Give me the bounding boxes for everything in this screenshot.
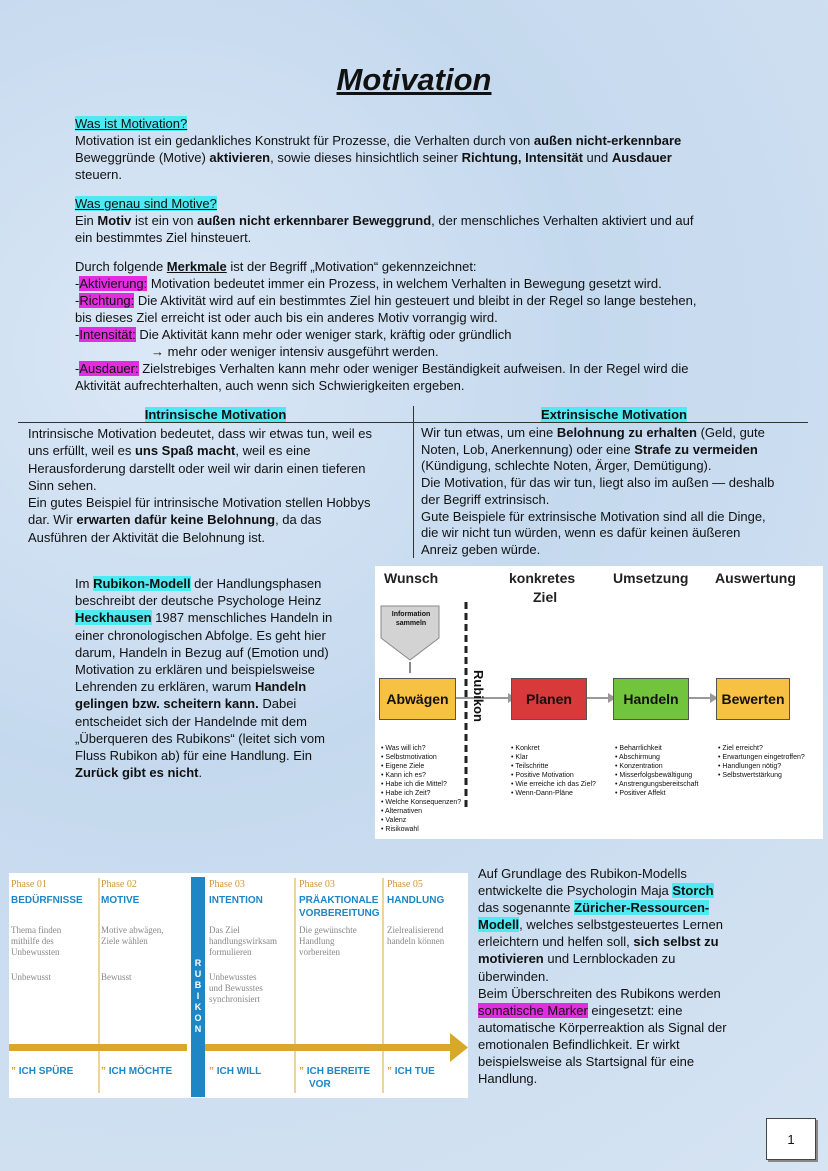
description-line: vorbereiten [299,947,340,957]
label-richtung: Richtung: [79,293,135,308]
heading-what-are-motives: Was genau sind Motive? [75,196,217,211]
quote-mark: ” [299,1066,307,1077]
bullet-item: • Risikowahl [381,825,461,834]
phase-state [101,972,189,983]
bullet-item: • Alternativen [381,807,461,816]
description-line: Die gewünschte [299,925,357,935]
state-line: Bewusst [101,972,132,982]
box-planen: Planen [511,678,587,720]
description-line: Motive abwägen, [101,925,164,935]
bullets-handeln [615,744,698,798]
bullet-item: • Positiver Affekt [615,789,698,798]
bullet-item: • Habe ich die Mittel? [381,780,461,789]
phase-head-wunsch: Wunsch [384,570,439,586]
phase-number: Phase 03 [299,879,335,890]
rubikon-description: Im Rubikon-Modell der Handlungsphasen beschreibt der deutsche Psychologe Heinz Heckhausen 1987 menschliches Handeln in einer chronologischen Abfolge. Es geht hier darum, Handeln in Bezug auf (Emotion und) Motivation zu erklären und beispielsweise Lehrenden zu erklären, warum Handeln gelingen bzw. scheitern kann. Dabei entscheidet sich der Handelnde mit dem „Überqueren des Rubikons“ (leitet sich vom Fluss Rubikon ab) für eine Handlung. Ein Zurück gibt es nicht. [75,576,333,781]
bullet-item: • Beharrlichkeit [615,744,698,753]
bullet-item: • Handlungen nötig? [718,762,805,771]
bullets-abwaegen [381,744,461,834]
phase-head-auswertung: Auswertung [715,570,796,586]
heading-what-is-motivation: Was ist Motivation? [75,116,188,131]
description-line: handlungswirksam [209,936,277,946]
quote-mark: ” [387,1066,395,1077]
phase-motto: ” ICH TUE [387,1066,435,1077]
phase-head-ziel: konkretes Ziel [509,570,576,605]
bullet-item: • Was will ich? [381,744,461,753]
phase-title: HANDLUNG [387,895,445,906]
phase-motto: ” ICH BEREITE VOR [299,1066,371,1090]
rubikon-letter: B [194,980,202,990]
bullet-item: • Wie erreiche ich das Ziel? [511,780,596,789]
section-what-are-motives: Was genau sind Motive? Ein Motiv ist ein von außen nicht erkennbarer Beweggrund, der menschliches Verhalten aktiviert und auf ein bestimmtes Ziel hinsteuert. [75,196,694,245]
quote-mark: ” [101,1066,109,1077]
bullet-item: • Misserfolgsbewältigung [615,771,698,780]
bullet-item: • Welche Konsequenzen? [381,798,461,807]
section-features: Durch folgende Merkmale ist der Begriff „Motivation“ gekennzeichnet: -Aktivierung: Motivation bedeutet immer ein Prozess, in welchem Verhalten in Bewegung gesetzt wird. -Richtung: Die Aktivität wird auf ein bestimmtes Ziel hin gesteuert und bleibt in der Regel so lange bestehen, bis dieses Ziel erreicht ist oder auch bis ein anderes Motiv vorrangig wird. -Intensität: Die Aktivität kann mehr oder weniger stark, kräftig oder gründlich → mehr oder weniger intensiv ausgeführt werden. -Ausdauer: Zielstrebiges Verhalten kann mehr oder weniger Beständigkeit aufweisen. In der Regel wird die Aktivität aufrechterhalten, auch wenn sich Schwierigkeiten ergeben. [75,259,697,393]
bullet-item: • Konzentration [615,762,698,771]
zrm-phases-figure [9,873,468,1098]
bullet-item: • Konkret [511,744,596,753]
phase-motto: ” ICH WILL [209,1066,262,1077]
phase-state [11,972,99,983]
state-line: Unbewusstes [209,972,257,982]
box-bewerten: Bewerten [716,678,790,720]
phase-motto: ” ICH SPÜRE [11,1066,74,1077]
phase-description [101,925,189,958]
phase-column [11,873,99,983]
table-divider-vertical [413,406,414,558]
bullet-item: • Valenz [381,816,461,825]
phase-number: Phase 03 [209,879,245,890]
phase-title: INTENTION [209,895,263,906]
phase-title: PRÄAKTIONALE VORBEREITUNG [299,895,380,919]
phase-description [387,925,475,958]
rubikon-letter: N [194,1024,202,1034]
bullet-item: • Klar [511,753,596,762]
page-number: 1 [766,1118,816,1160]
description-line: mithilfe des [11,936,54,946]
description-line: handeln können [387,936,445,946]
phase-title: BEDÜRFNISSE [11,895,83,906]
phase-column [209,873,297,1005]
box-handeln: Handeln [613,678,689,720]
table-cell-intrinsic: Intrinsische Motivation bedeutet, dass wir etwas tun, weil es uns erfüllt, weil es uns Spaß macht, weil es eine Herausforderung darstellt oder weil wir darin einen tieferen Sinn sehen. Ein gutes Beispiel für intrinsische Motivation stellen Hobbys dar. Wir erwarten dafür keine Belohnung, da das Ausführen der Aktivität die Belohnung ist. [28,426,372,545]
zrm-description: Auf Grundlage des Rubikon-Modells entwickelte die Psychologin Maja Storch das sogenannte Züricher-Ressourcen- Modell, welches selbstgesteuertes Lernen erleichtern und helfen soll, sich selbst zu motivieren und Lernblockaden zu überwinden. Beim Überschreiten des Rubikons werden somatische Marker eingesetzt: eine automatische Körperreaktion als Signal der emotionalen Befindlichkeit. Er wirkt beispielsweise als Startsignal für eine Handlung. [478,866,727,1087]
bullet-item: • Kann ich es? [381,771,461,780]
description-line: Ziele wählen [101,936,148,946]
state-line: Unbewusst [11,972,51,982]
quote-mark: ” [11,1066,19,1077]
arrow-band-right [205,1044,450,1051]
bullet-item: • Eigene Ziele [381,762,461,771]
phase-number: Phase 02 [101,879,137,890]
phase-state [209,972,297,1005]
phase-column [387,873,475,972]
label-ausdauer: Ausdauer: [79,361,139,376]
bullet-item: • Anstrengungsbereitschaft [615,780,698,789]
quote-mark: ” [209,1066,217,1077]
bullet-item: • Ziel erreicht? [718,744,805,753]
arrow-band-head [450,1033,468,1062]
rubikon-model-figure [375,566,823,839]
description-line: Zielrealisierend [387,925,444,935]
rubikon-letter: U [194,969,202,979]
bullet-item: • Wenn-Dann-Pläne [511,789,596,798]
label-intensitaet: Intensität: [79,327,136,342]
bullets-bewerten [718,744,805,780]
phase-description [209,925,297,958]
box-abwaegen: Abwägen [379,678,456,720]
phase-title: MOTIVE [101,895,140,906]
bullet-item: • Positive Motivation [511,771,596,780]
rubikon-ribbon-label [192,958,204,1035]
state-line: synchronisiert [209,994,260,1004]
phase-description [11,925,99,958]
page-title: Motivation [336,62,492,97]
label-aktivierung: Aktivierung: [79,276,148,291]
rubikon-letter: K [194,1002,202,1012]
phase-description [299,925,387,958]
description-line: formulieren [209,947,252,957]
rubikon-letter: O [194,1013,202,1023]
description-line: Thema finden [11,925,62,935]
phase-number: Phase 01 [11,879,47,890]
rubikon-letter: I [196,991,200,1001]
info-label: Information sammeln [391,611,431,627]
bullet-item: • Selbstwertstärkung [718,771,805,780]
phase-column [101,873,189,983]
bullet-item: • Habe ich Zeit? [381,789,461,798]
phase-motto: ” ICH MÖCHTE [101,1066,173,1077]
section-what-is-motivation: Was ist Motivation? Motivation ist ein gedankliches Konstrukt für Prozesse, die Verhalten durch von außen nicht-erkennbare Beweggründe (Motive) aktivieren, sowie dieses hinsichtlich seiner Richtung, Intensität und Ausdauer steuern. [75,116,682,182]
table-head-intrinsic: Intrinsische Motivation [144,407,287,422]
table-cell-extrinsic: Wir tun etwas, um eine Belohnung zu erhalten (Geld, gute Noten, Lob, Anerkennung) oder eine Strafe zu vermeiden (Kündigung, schlechte Noten, Ärger, Demütigung). Die Motivation, für das wir tun, liegt also im außen — deshalb der Begriff extrinsisch. Gute Beispiele für extrinsische Motivation sind all die Dinge, die wir nicht tun würden, wenn es dafür keinen äußeren Anreiz geben würde. [421,425,775,557]
bullet-item: • Teilschritte [511,762,596,771]
description-line: Handlung [299,936,335,946]
bullet-item: • Selbstmotivation [381,753,461,762]
state-line: und Bewusstes [209,983,263,993]
bullet-item: • Abschirmung [615,753,698,762]
phase-number: Phase 05 [387,879,423,890]
table-head-extrinsic: Extrinsische Motivation [541,407,687,422]
rubikon-letter: R [194,958,202,968]
description-line: Unbewussten [11,947,60,957]
description-line: Das Ziel [209,925,240,935]
phase-head-umsetzung: Umsetzung [613,570,689,586]
motto-line-2: VOR [309,1079,331,1090]
bullet-item: • Erwartungen eingetroffen? [718,753,805,762]
arrow-band-left [9,1044,187,1051]
phase-column [299,873,387,972]
bullets-planen [511,744,596,798]
rubikon-label: Rubikon [471,670,486,722]
